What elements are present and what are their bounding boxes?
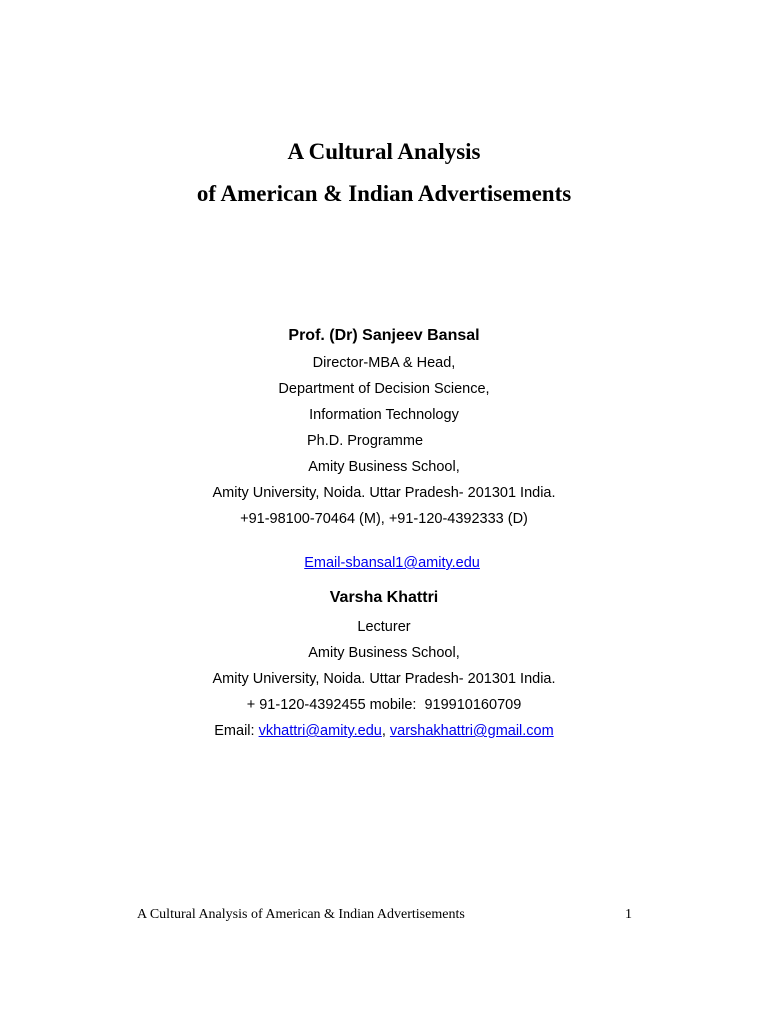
author2-email-line: [0, 722, 768, 740]
author2-school: Amity Business School,: [308, 645, 460, 661]
author2-email-label: Email:: [214, 723, 259, 739]
author2-phone: + 91-120-4392455 mobile: 919910160709: [246, 697, 522, 713]
footer-text: A Cultural Analysis of American & Indian Advertisements: [137, 907, 465, 922]
author1-programme: Ph.D. Programme: [306, 433, 424, 449]
author1-department-2: Information Technology: [309, 407, 459, 423]
author1-department: Department of Decision Science,: [278, 381, 490, 397]
author2-email-link-1[interactable]: vkhattri@amity.edu: [258, 723, 382, 739]
author1-email-link[interactable]: Email-sbansal1@amity.edu: [304, 555, 480, 571]
title-line-1: A Cultural Analysis: [287, 139, 481, 164]
author1-school: Amity Business School,: [308, 459, 460, 475]
author1-phone: +91-98100-70464 (M), +91-120-4392333 (D): [240, 511, 528, 527]
title-line-2: of American & Indian Advertisements: [196, 181, 572, 206]
author2-email-separator: ,: [381, 723, 390, 739]
author1-address: Amity University, Noida. Uttar Pradesh- 201301 India.: [212, 485, 556, 501]
author2-address: Amity University, Noida. Uttar Pradesh- 201301 India.: [212, 671, 556, 687]
page-number: 1: [625, 907, 632, 922]
author2-email-link-2[interactable]: varshakhattri@gmail.com: [389, 723, 554, 739]
author1-role: Director-MBA & Head,: [312, 355, 456, 371]
author2-role: Lecturer: [357, 619, 411, 635]
author1-name: Prof. (Dr) Sanjeev Bansal: [288, 327, 480, 344]
author2-name: Varsha Khattri: [329, 589, 439, 606]
